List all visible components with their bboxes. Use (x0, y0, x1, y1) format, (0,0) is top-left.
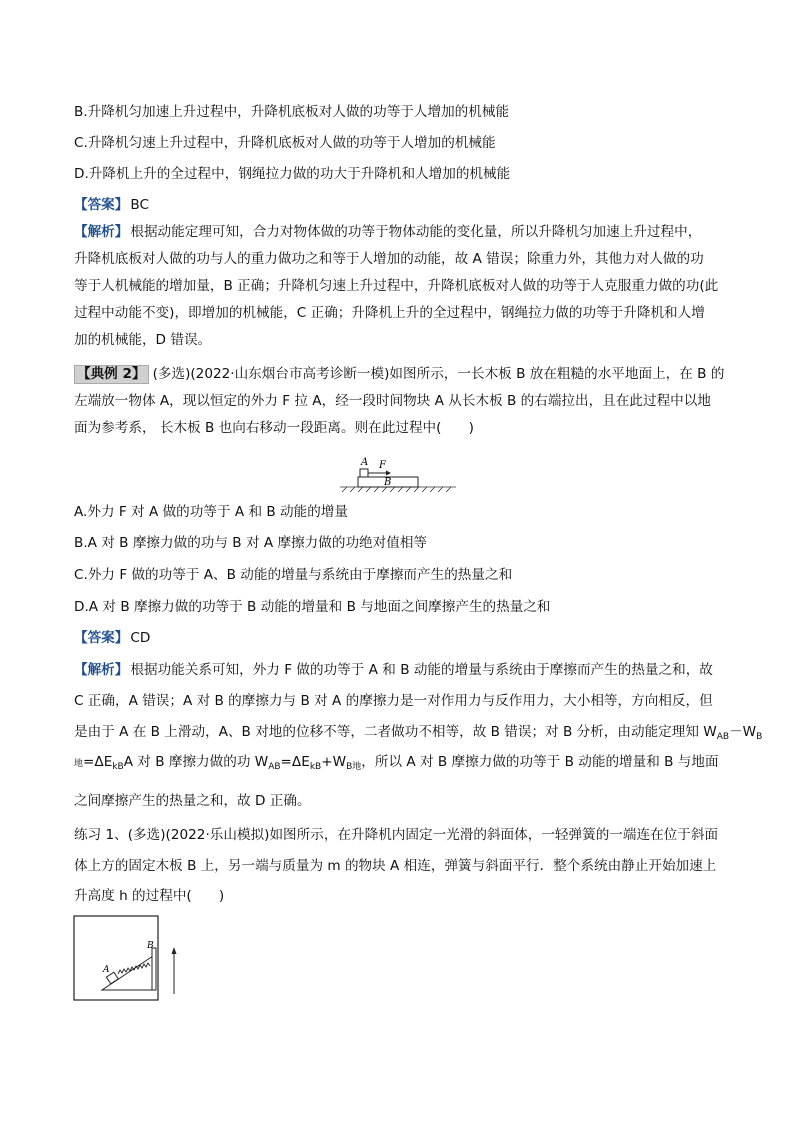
example2-answer-row (74, 628, 150, 648)
delta-e-2: =ΔE (280, 754, 310, 770)
option-b: B.升降机匀加速上升过程中，升降机底板对人做的功等于人增加的机械能 (74, 104, 510, 120)
ground-hatching (340, 487, 456, 492)
sub-kb-2: kB (309, 762, 322, 772)
example2-analysis-text-3: 是由于 A 在 B 上滑动，A、B 对地的位移不等，二者做功不相等，故 B 错误；对 B 分析，由动能定理知 W (74, 724, 717, 740)
example2-analysis-text: 根据功能关系可知，外力 F 做的功等于 A 和 B 动能的增量与系统由于摩擦而产生的热量之和，故 (130, 662, 713, 678)
option-d: D.升降机上升的全过程中，钢绳拉力做的功大于升降机和人增加的机械能 (74, 166, 511, 182)
example2-answer-label: 【答案】 (74, 630, 129, 646)
example2-analysis-line-5: 之间摩擦产生的热量之和，故 D 正确。 (74, 793, 311, 809)
sub-b-2: B (346, 762, 353, 772)
label-f: F (379, 460, 386, 471)
example2-analysis-label: 【解析】 (74, 662, 129, 678)
block-a (360, 469, 368, 477)
practice1-stem-2: 体上方的固定木板 B 上，另一端与质量为 m 的物块 A 相连，弹簧与斜面平行．整个系统由静止开始加速上 (74, 858, 717, 874)
example2-stem-1 (74, 364, 724, 384)
board-b-elevator (152, 948, 156, 990)
answer-value: BC (130, 197, 149, 213)
sub-di-1: 地 (74, 759, 84, 769)
delta-e-1: =ΔE (83, 754, 113, 770)
analysis-line-2: 升降机底板对人做的功与人的重力做功之和等于人增加的动能，故 A 错误；除重力外，其他力对人做的功 (74, 251, 704, 267)
motion-arrowhead (172, 947, 177, 954)
example2-analysis-line-2: C 正确，A 错误；A 对 B 的摩擦力与 B 对 A 的摩擦力是一对作用力与反作用力，大小相等，方向相反，但 (74, 693, 713, 709)
analysis-label: 【解析】 (74, 224, 129, 240)
sub-ab-1: AB (716, 732, 730, 742)
example2-stem-2: 左端放一物体 A，现以恒定的外力 F 拉 A，经一段时间物块 A 从长木板 B 的右端拉出，且在此过程中以地 (74, 393, 711, 409)
analysis-line-3: 等于人机械能的增加量，B 正确；升降机匀速上升过程中，升降机底板对人做的功等于人克服重力做的功(此 (74, 278, 719, 294)
example2-analysis-line-4 (74, 752, 719, 777)
analysis-line-1 (74, 222, 701, 242)
example2-option-b: B.A 对 B 摩擦力做的功与 B 对 A 摩擦力做的功绝对值相等 (74, 535, 428, 551)
label-b-elevator: B (147, 941, 154, 951)
option-c: C.升降机匀速上升过程中，升降机底板对人做的功等于人增加的机械能 (74, 135, 496, 151)
example2-answer-value: CD (130, 630, 151, 646)
answer-label: 【答案】 (74, 197, 129, 213)
example2-option-c: C.外力 F 做的功等于 A、B 动能的增量与系统由于摩擦而产生的热量之和 (74, 567, 513, 583)
analysis-text: 根据动能定理可知，合力对物体做的功等于物体动能的变化量，所以升降机匀加速上升过程中， (130, 224, 702, 240)
example2-analysis-line-1 (74, 660, 713, 680)
plus-w: +W (321, 754, 347, 770)
elevator-figure (72, 914, 184, 1004)
sub-b-1: B (756, 732, 763, 742)
example2-option-a: A.外力 F 对 A 做的功等于 A 和 B 动能的增量 (74, 504, 349, 520)
sub-kb-1: kB (112, 762, 124, 772)
example2-stem-3: 面为参考系， 长木板 B 也向右移动一段距离。则在此过程中( ) (74, 420, 474, 436)
example2-stem-text: (多选)(2022·山东烟台市高考诊断一模)如图所示，一长木板 B 放在粗糙的水平地面上，在 B 的 (152, 366, 725, 382)
example2-tag: 【典例 2】 (74, 365, 149, 384)
example2-option-d: D.A 对 B 摩擦力做的功等于 B 动能的增量和 B 与地面之间摩擦产生的热量之和 (74, 599, 551, 615)
work-w-ab: A 对 B 摩擦力做的功 W (123, 754, 269, 770)
label-a-elevator: A (103, 965, 110, 975)
example2-analysis-text-4: ，所以 A 对 B 摩擦力做的功等于 B 动能的增量和 B 与地面 (361, 754, 719, 770)
practice1-stem-3: 升高度 h 的过程中( ) (74, 888, 225, 904)
label-b: B (384, 477, 392, 488)
analysis-line-5: 加的机械能，D 错误。 (74, 332, 212, 348)
analysis-line-4: 过程中动能不变)，即增加的机械能，C 正确；升降机上升的全过程中，钢绳拉力做的功等于升降机和人增 (74, 305, 705, 321)
board-figure (336, 450, 460, 496)
force-arrowhead (386, 471, 391, 476)
example2-analysis-line-3 (74, 722, 762, 747)
label-a: A (361, 457, 369, 468)
minus-w: －W (729, 724, 757, 740)
answer-row (74, 195, 149, 215)
practice1-stem-1: 练习 1、(多选)(2022·乐山模拟)如图所示，在升降机内固定一光滑的斜面体，一轻弹簧的一端连在位于斜面 (74, 827, 719, 843)
sub-di-2: 地 (352, 762, 362, 772)
sub-ab-2: AB (268, 762, 281, 772)
